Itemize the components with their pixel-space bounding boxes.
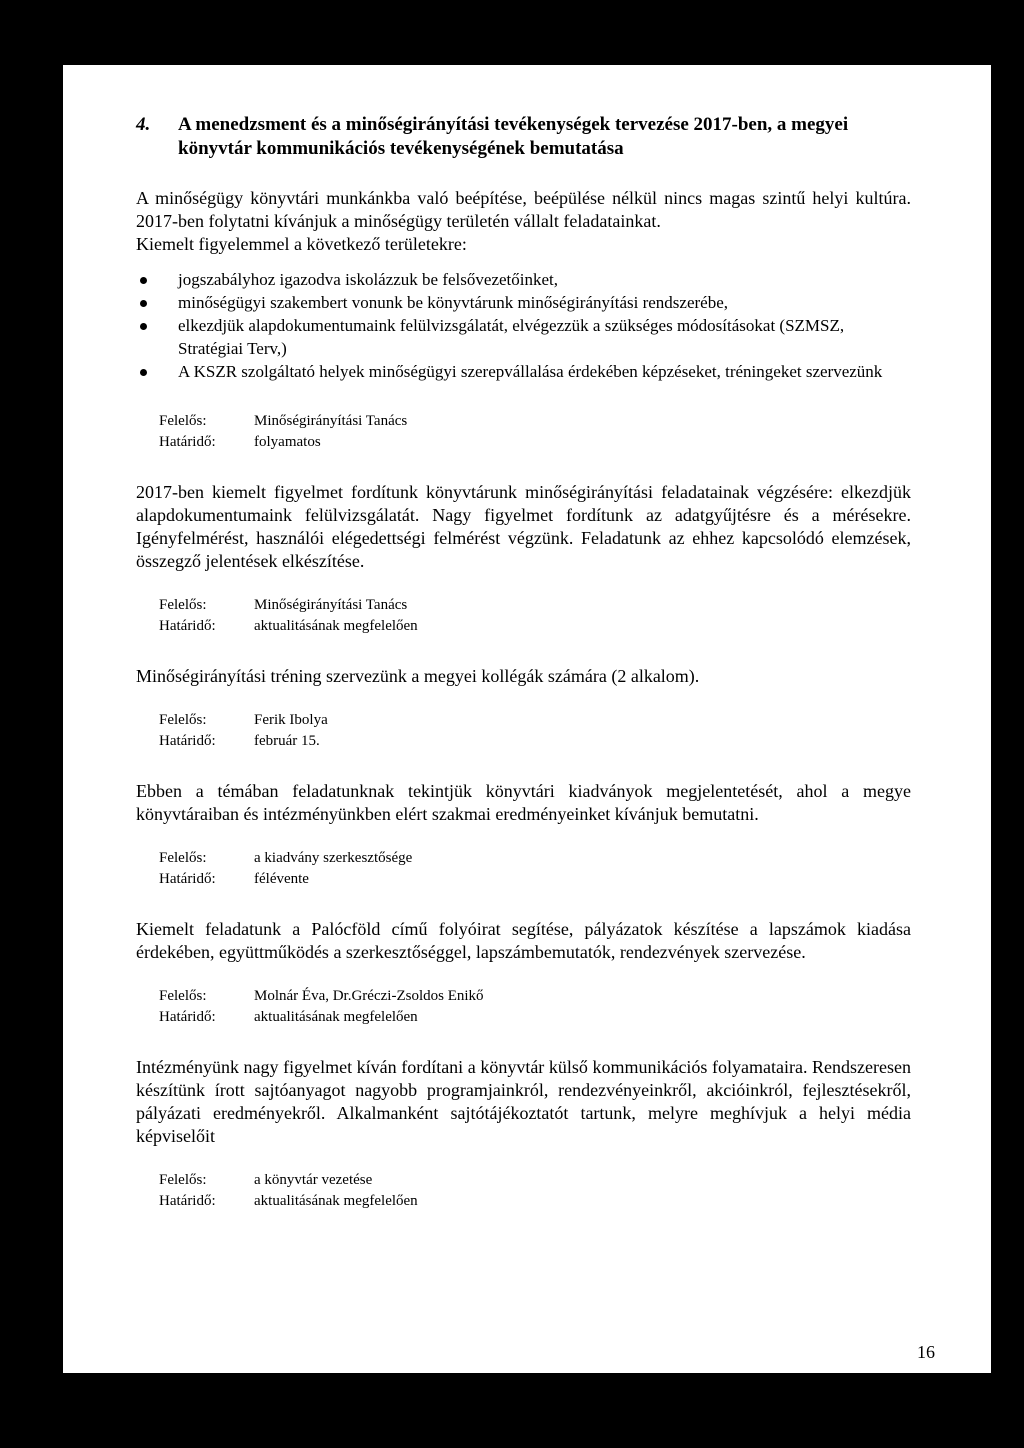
bullet-list bbox=[136, 268, 911, 383]
responsibility-block bbox=[159, 848, 911, 890]
body-paragraph: 2017-ben kiemelt figyelmet fordítunk könyvtárunk minőségirányítási feladatainak végzésére: elkezdjük alapdokumentumaink felülvizsgálatát. Nagy figyelmet fordítunk az adatgyűjtésre és a mérésekre. Igényfelmérést, használói elégedettségi felmérést végzünk. Feladatunk az ehhez kapcsolódó elemzések, összegző jelentések elkészítése. bbox=[136, 482, 911, 571]
list-item bbox=[136, 291, 911, 314]
bullet-icon bbox=[140, 277, 147, 284]
responsibility-block bbox=[159, 986, 911, 1028]
responsible-label: Felelős: bbox=[159, 413, 207, 429]
deadline-label: Határidő: bbox=[159, 871, 216, 887]
section-title: A menedzsment és a minőségirányítási tevékenységek tervezése 2017-ben, a megyei könyvtár kommunikációs tevékenységének bemutatása bbox=[178, 114, 849, 159]
deadline-label: Határidő: bbox=[159, 618, 216, 634]
list-item-text: elkezdjük alapdokumentumaink felülvizsgálatát, elvégezzük a szükséges módosításokat (SZMSZ, Stratégiai Terv,) bbox=[178, 316, 845, 358]
responsible-label: Felelős: bbox=[159, 1172, 207, 1188]
deadline-value: február 15. bbox=[254, 733, 320, 749]
section-heading bbox=[136, 113, 911, 161]
responsible-value: Molnár Éva, Dr.Gréczi-Zsoldos Enikő bbox=[254, 988, 484, 1004]
deadline-value: aktualitásának megfelelően bbox=[254, 618, 418, 634]
deadline-value: folyamatos bbox=[254, 434, 321, 450]
body-paragraph: Minőségirányítási tréning szervezünk a megyei kollégák számára (2 alkalom). bbox=[136, 666, 700, 686]
body-paragraph: Intézményünk nagy figyelmet kíván fordítani a könyvtár külső kommunikációs folyamataira. Rendszeresen készítünk írott sajtóanyagot nagyobb programjainkról, rendezvényeinkről, akcióinkról, fejlesztésekről, pályázati eredményekről. Alkalmanként sajtótájékoztatót tartunk, melyre meghívjuk a helyi média képviselőit bbox=[136, 1057, 911, 1146]
list-item bbox=[136, 360, 911, 383]
list-item-text: A KSZR szolgáltató helyek minőségügyi szerepvállalása érdekében képzéseket, tréningeket szervezünk bbox=[178, 362, 883, 381]
deadline-value: félévente bbox=[254, 871, 309, 887]
page-number: 16 bbox=[917, 1342, 935, 1362]
deadline-label: Határidő: bbox=[159, 434, 216, 450]
bullet-icon bbox=[140, 323, 147, 330]
responsible-value: Minőségirányítási Tanács bbox=[254, 597, 408, 613]
list-item bbox=[136, 314, 911, 360]
responsible-value: Minőségirányítási Tanács bbox=[254, 413, 408, 429]
responsible-label: Felelős: bbox=[159, 597, 207, 613]
bullet-icon bbox=[140, 300, 147, 307]
responsibility-block bbox=[159, 1170, 911, 1212]
responsible-value: a kiadvány szerkesztősége bbox=[254, 850, 413, 866]
responsibility-block bbox=[159, 595, 911, 637]
responsible-value: Ferik Ibolya bbox=[254, 712, 328, 728]
body-paragraph: Kiemelt feladatunk a Palócföld című folyóirat segítése, pályázatok készítése a lapszámok kiadása érdekében, együttműködés a szerkesztőséggel, lapszámbemutatók, rendezvények szervezése. bbox=[136, 919, 911, 962]
deadline-value: aktualitásának megfelelően bbox=[254, 1193, 418, 1209]
body-paragraph: Ebben a témában feladatunknak tekintjük könyvtári kiadványok megjelentetését, ahol a megye könyvtáraiban és intézményünkben elért szakmai eredményeinket kívánjuk bemutatni. bbox=[136, 781, 911, 824]
deadline-label: Határidő: bbox=[159, 1193, 216, 1209]
responsible-value: a könyvtár vezetése bbox=[254, 1172, 373, 1188]
deadline-value: aktualitásának megfelelően bbox=[254, 1009, 418, 1025]
deadline-label: Határidő: bbox=[159, 733, 216, 749]
intro-subline: Kiemelt figyelemmel a következő területekre: bbox=[136, 234, 467, 254]
responsible-label: Felelős: bbox=[159, 850, 207, 866]
list-item bbox=[136, 268, 911, 291]
responsibility-block bbox=[159, 710, 911, 752]
section-number: 4. bbox=[136, 114, 151, 135]
intro-paragraph: A minőségügy könyvtári munkánkba való beépítése, beépülése nélkül nincs magas szintű helyi kultúra. 2017-ben folytatni kívánjuk a minőségügy területén vállalt feladatainkat. bbox=[136, 188, 911, 231]
responsibility-block bbox=[159, 411, 911, 453]
bullet-icon bbox=[140, 369, 147, 376]
responsible-label: Felelős: bbox=[159, 988, 207, 1004]
responsible-label: Felelős: bbox=[159, 712, 207, 728]
page-content bbox=[136, 113, 911, 1240]
deadline-label: Határidő: bbox=[159, 1009, 216, 1025]
document-page bbox=[63, 65, 991, 1373]
list-item-text: minőségügyi szakembert vonunk be könyvtárunk minőségirányítási rendszerébe, bbox=[178, 293, 728, 312]
list-item-text: jogszabályhoz igazodva iskolázzuk be felsővezetőinket, bbox=[178, 270, 558, 289]
